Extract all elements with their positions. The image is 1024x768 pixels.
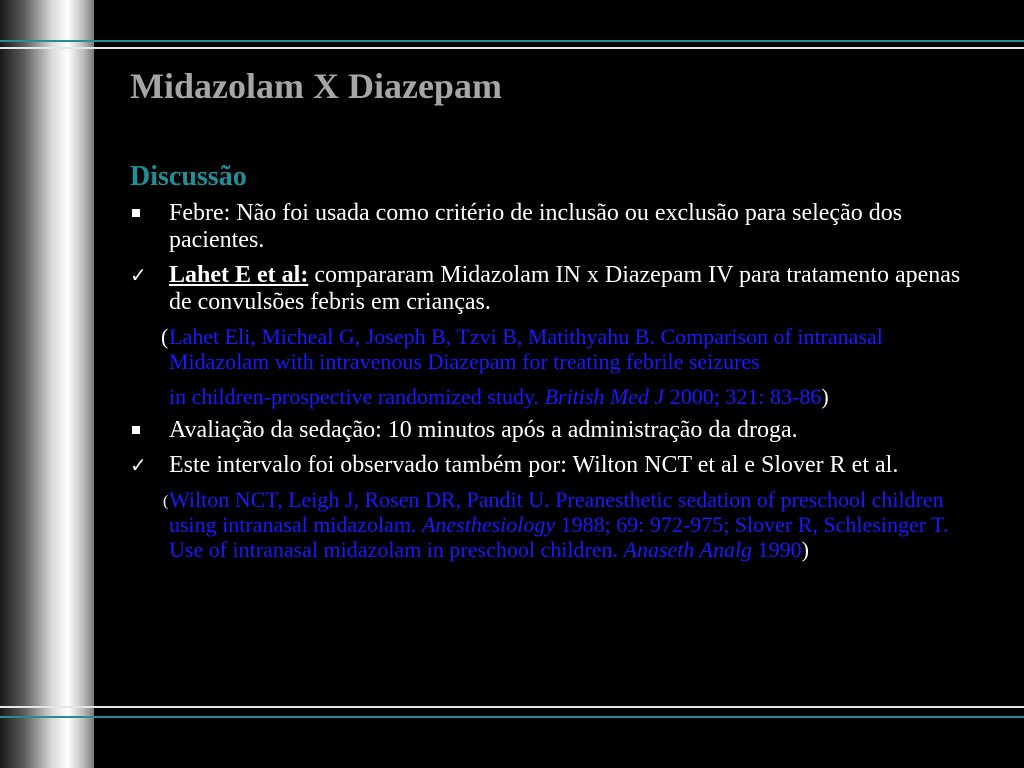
journal-name: British Med J (544, 384, 665, 409)
bullet-text: Febre: Não foi usada como critério de inclusão ou exclusão para seleção dos pacientes. (169, 200, 903, 253)
reference-close-paren: ) (801, 537, 809, 562)
check-item-intervalo (130, 452, 980, 479)
left-gradient-band (0, 0, 94, 768)
reference-text-line2: in children-prospective randomized study. British Med J 2000; 321: 83-86) (169, 384, 829, 409)
bottom-teal-rule (0, 716, 1024, 718)
bottom-white-rule (0, 706, 1024, 708)
top-white-rule (0, 47, 1024, 49)
slide-subtitle: Discussão (130, 161, 247, 192)
reference-text-line1: Lahet Eli, Micheal G, Joseph B, Tzvi B, Matithyahu B. Comparison of intranasal Midazolam with intravenous Diazepam for treating febrile seizures (169, 324, 883, 374)
slide-title: Midazolam X Diazepam (130, 66, 502, 106)
checkmark-icon: ✓ (130, 453, 147, 477)
reference-lahet (130, 324, 980, 409)
reference-close-paren: ) (821, 384, 829, 409)
checkmark-icon: ✓ (130, 263, 147, 287)
reference-open-paren: ( (161, 324, 169, 349)
bullet-text: Este intervalo foi observado também por: Wilton NCT et al e Slover R et al. (169, 452, 899, 478)
bullet-text: Avaliação da sedação: 10 minutos após a administração da droga. (169, 417, 798, 443)
bullet-text: compararam Midazolam IN x Diazepam IV para tratamento apenas de convulsões febris em crianças. (169, 262, 961, 315)
author-label: Lahet E et al: (169, 262, 309, 288)
bullet-item-febre (130, 200, 980, 254)
bullet-item-avaliacao (130, 417, 980, 444)
reference-wilton-slover: ( Wilton NCT, Leigh J, Rosen DR, Pandit U. Preanesthetic sedation of preschool children using intranasal midazolam. Anesthesiology 1988; 69: 972-975; Slover R, Schlesinger T. Use of intranasal midazolam in preschool children. Anaseth Analg 1990) (163, 487, 949, 562)
check-item-lahet (130, 262, 980, 316)
journal-name: Anesthesiology (421, 512, 556, 537)
reference-open-paren: ( (163, 493, 169, 510)
journal-name: Anaseth Analg (623, 537, 753, 562)
top-teal-rule (0, 40, 1024, 42)
slide-content (130, 200, 980, 562)
